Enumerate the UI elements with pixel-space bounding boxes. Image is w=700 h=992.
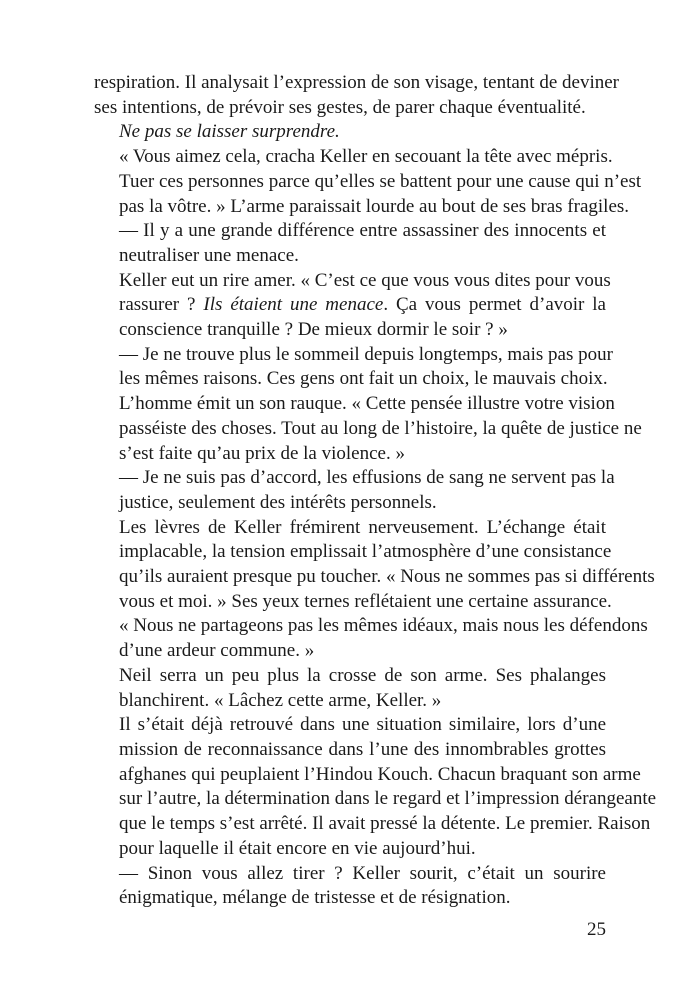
text-line: s’est faite qu’au prix de la violence. »: [119, 442, 405, 464]
paragraph: [94, 713, 657, 861]
paragraph: [94, 120, 606, 145]
page-body: [94, 71, 657, 911]
text-line: — Sinon vous allez tirer ? Keller sourit, c’était un sourire: [119, 862, 606, 884]
text-line: vous et moi. » Ses yeux ternes reflétaient une certaine assurance.: [119, 590, 612, 612]
paragraph: [94, 516, 655, 664]
text-line: Keller eut un rire amer. « C’est ce que vous vous dites pour vous: [119, 269, 611, 291]
text-line: d’une ardeur commune. »: [119, 640, 315, 662]
paragraph: [94, 71, 619, 120]
text-line: Il s’était déjà retrouvé dans une situation similaire, lors d’une: [119, 714, 606, 736]
text-line: Les lèvres de Keller frémirent nerveusement. L’échange était: [119, 516, 606, 538]
paragraph: [94, 664, 606, 713]
text-line: mission de reconnaissance dans l’une des innombrables grottes: [119, 738, 606, 760]
paragraph: [94, 145, 642, 219]
text-line: qu’ils auraient presque pu toucher. « Nous ne sommes pas si différents: [119, 566, 655, 588]
text-line: conscience tranquille ? De mieux dormir le soir ? »: [119, 319, 508, 341]
text-line: « Nous ne partageons pas les mêmes idéaux, mais nous les défendons: [119, 615, 648, 637]
paragraph: [94, 343, 613, 392]
text-line: les mêmes raisons. Ces gens ont fait un choix, le mauvais choix.: [119, 368, 608, 390]
text-line: — Je ne trouve plus le sommeil depuis longtemps, mais pas pour: [119, 343, 613, 365]
text-line: énigmatique, mélange de tristesse et de résignation.: [119, 887, 511, 909]
text-line: Tuer ces personnes parce qu’elles se battent pour une cause qui n’est: [119, 170, 642, 192]
text-line: — Il y a une grande différence entre assassiner des innocents et: [119, 220, 606, 242]
text-line: Neil serra un peu plus la crosse de son arme. Ses phalanges: [119, 664, 606, 686]
italic-segment: Ils étaient une menace: [203, 294, 384, 316]
text-line: implacable, la tension emplissait l’atmosphère d’une consistance: [119, 541, 612, 563]
text-line: sur l’autre, la détermination dans le regard et l’impression dérangeante: [119, 788, 657, 810]
text-line: justice, seulement des intérêts personnels.: [119, 491, 437, 513]
text-line: « Vous aimez cela, cracha Keller en secouant la tête avec mépris.: [119, 146, 613, 168]
text-line: pas la vôtre. » L’arme paraissait lourde au bout de ses bras fragiles.: [119, 195, 630, 217]
text-segment: . Ça vous permet d’avoir la: [383, 294, 606, 316]
text-line: passéiste des choses. Tout au long de l’histoire, la quête de justice ne: [119, 417, 642, 439]
page-number: 25: [587, 919, 606, 940]
text-line: L’homme émit un son rauque. « Cette pensée illustre votre vision: [119, 393, 615, 415]
italic-line: Ne pas se laisser surprendre.: [119, 121, 340, 143]
paragraph: [94, 392, 642, 466]
text-line: que le temps s’est arrêté. Il avait pressé la détente. Le premier. Raison: [119, 813, 651, 835]
text-line: ses intentions, de prévoir ses gestes, de parer chaque éventualité.: [94, 96, 586, 118]
text-line: afghanes qui peuplaient l’Hindou Kouch. Chacun braquant son arme: [119, 763, 641, 785]
paragraph: [94, 269, 611, 343]
paragraph: [94, 862, 606, 911]
text-line: neutraliser une menace.: [119, 244, 299, 266]
text-segment: rassurer ?: [119, 294, 204, 316]
text-line: blanchirent. « Lâchez cette arme, Keller. »: [119, 689, 442, 711]
text-line: — Je ne suis pas d’accord, les effusions de sang ne servent pas la: [119, 467, 615, 489]
paragraph: [94, 219, 606, 268]
text-line: respiration. Il analysait l’expression de son visage, tentant de deviner: [94, 72, 619, 93]
text-line: pour laquelle il était encore en vie aujourd’hui.: [119, 837, 476, 859]
paragraph: [94, 466, 615, 515]
text-line: [94, 293, 606, 318]
